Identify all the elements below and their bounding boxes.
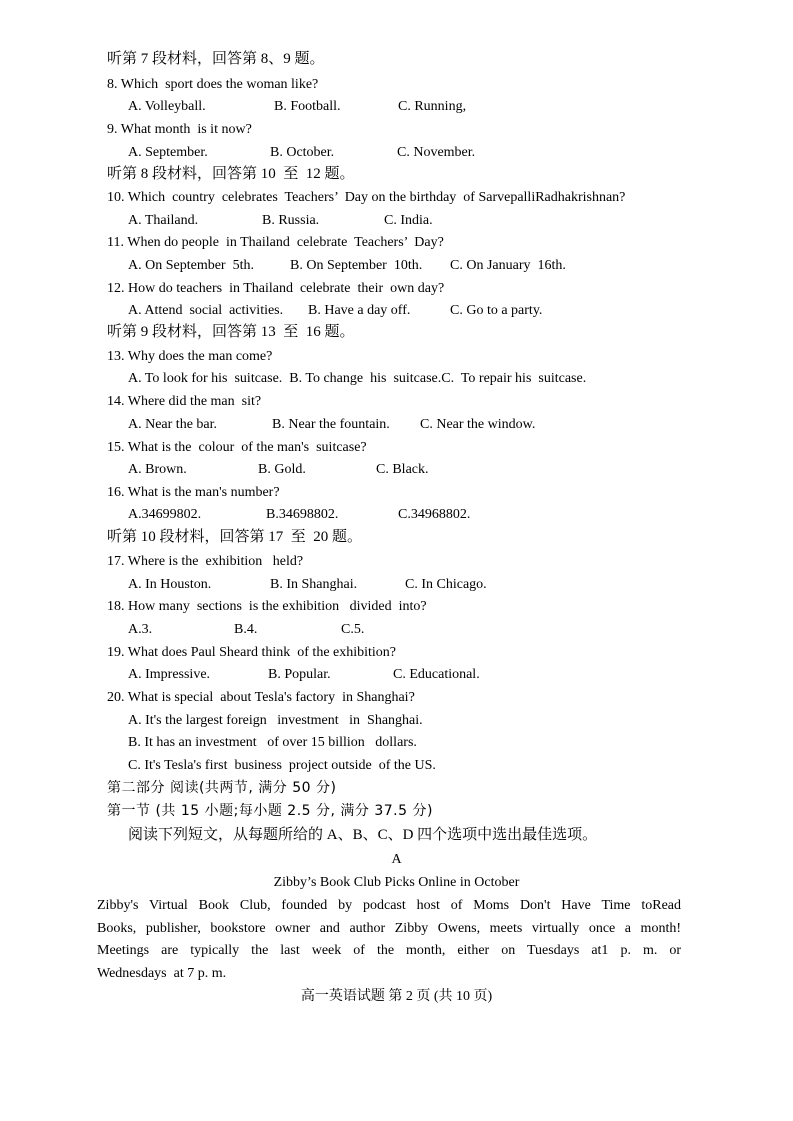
passage-line-2: Books, publisher, bookstore owner and author Zibby Owens, meets virtually once a month! (97, 921, 681, 936)
question-18-option-c: C.5. (341, 622, 365, 637)
question-13-stem: 13. Why does the man come? (107, 349, 273, 364)
section-heading-7: 听第 7 段材料，回答第 8、9 题。 (107, 51, 325, 67)
question-10-option-c: C. India. (384, 213, 433, 228)
question-9-option-a: A. September. (128, 145, 208, 160)
question-15-option-b: B. Gold. (258, 462, 306, 477)
part-two-title: 第二部分 阅读(共两节, 满分 50 分) (107, 780, 337, 796)
question-19-option-a: A. Impressive. (128, 667, 211, 682)
question-11-option-a: A. On September 5th. (128, 258, 254, 273)
passage-letter: A (391, 852, 402, 867)
reading-instruction: 阅读下列短文，从每题所给的 A、B、C、D 四个选项中选出最佳选项。 (128, 827, 598, 843)
question-18-option-a: A.3. (128, 622, 153, 637)
question-20-option-c: C. It's Tesla's first business project outside of the US. (128, 758, 436, 773)
question-17-stem: 17. Where is the exhibition held? (107, 554, 304, 569)
section-one-title: 第一节 (共 15 小题;每小题 2.5 分, 满分 37.5 分) (107, 803, 433, 819)
question-18-option-b: B.4. (234, 622, 258, 637)
question-8-option-b: B. Football. (274, 99, 341, 114)
question-14-option-b: B. Near the fountain. (272, 417, 390, 432)
question-17-option-c: C. In Chicago. (405, 577, 487, 592)
section-heading-10: 听第 10 段材料，回答第 17 至 20 题。 (107, 529, 363, 545)
question-13-options: A. To look for his suitcase. B. To change his suitcase.C. To repair his suitcase. (128, 371, 587, 386)
question-12-stem: 12. How do teachers in Thailand celebrate their own day? (107, 281, 445, 296)
question-12-option-b: B. Have a day off. (308, 303, 411, 318)
question-8-option-c: C. Running, (398, 99, 467, 114)
passage-title: Zibby’s Book Club Picks Online in October (273, 875, 520, 890)
question-9-stem: 9. What month is it now? (107, 122, 252, 137)
question-20-stem: 20. What is special about Tesla's factory in Shanghai? (107, 690, 415, 705)
section-heading-9: 听第 9 段材料，回答第 13 至 16 题。 (107, 324, 355, 340)
question-15-option-c: C. Black. (376, 462, 429, 477)
question-17-option-b: B. In Shanghai. (270, 577, 358, 592)
question-10-stem: 10. Which country celebrates Teachers’ Day on the birthday of SarvepalliRadhakrishnan? (107, 190, 626, 205)
question-19-option-c: C. Educational. (393, 667, 480, 682)
question-8-option-a: A. Volleyball. (128, 99, 206, 114)
question-16-option-c: C.34968802. (398, 507, 471, 522)
question-11-option-c: C. On January 16th. (450, 258, 566, 273)
question-8-stem: 8. Which sport does the woman like? (107, 77, 319, 92)
question-9-option-b: B. October. (270, 145, 335, 160)
question-10-option-b: B. Russia. (262, 213, 320, 228)
question-20-option-b: B. It has an investment of over 15 billion dollars. (128, 735, 417, 750)
page-footer: 高一英语试题 第 2 页 (共 10 页) (300, 989, 493, 1004)
question-19-stem: 19. What does Paul Sheard think of the exhibition? (107, 645, 397, 660)
question-11-option-b: B. On September 10th. (290, 258, 423, 273)
question-10-option-a: A. Thailand. (128, 213, 199, 228)
passage-line-4: Wednesdays at 7 p. m. (97, 966, 227, 981)
question-16-option-b: B.34698802. (266, 507, 339, 522)
question-11-stem: 11. When do people in Thailand celebrate Teachers’ Day? (107, 235, 444, 250)
question-16-option-a: A.34699802. (128, 507, 202, 522)
section-heading-8: 听第 8 段材料，回答第 10 至 12 题。 (107, 166, 355, 182)
question-19-option-b: B. Popular. (268, 667, 331, 682)
question-14-option-a: A. Near the bar. (128, 417, 218, 432)
question-18-stem: 18. How many sections is the exhibition divided into? (107, 599, 427, 614)
question-16-stem: 16. What is the man's number? (107, 485, 280, 500)
passage-line-1: Zibby's Virtual Book Club, founded by podcast host of Moms Don't Have Time toRead (97, 898, 681, 913)
question-17-option-a: A. In Houston. (128, 577, 212, 592)
passage-line-3: Meetings are typically the last week of the month, either on Tuesdays at1 p. m. or (97, 943, 681, 958)
question-14-stem: 14. Where did the man sit? (107, 394, 262, 409)
question-12-option-c: C. Go to a party. (450, 303, 543, 318)
question-15-option-a: A. Brown. (128, 462, 187, 477)
question-9-option-c: C. November. (397, 145, 476, 160)
question-14-option-c: C. Near the window. (420, 417, 536, 432)
question-20-option-a: A. It's the largest foreign investment in Shanghai. (128, 713, 423, 728)
question-15-stem: 15. What is the colour of the man's suitcase? (107, 440, 367, 455)
question-12-option-a: A. Attend social activities. (128, 303, 284, 318)
